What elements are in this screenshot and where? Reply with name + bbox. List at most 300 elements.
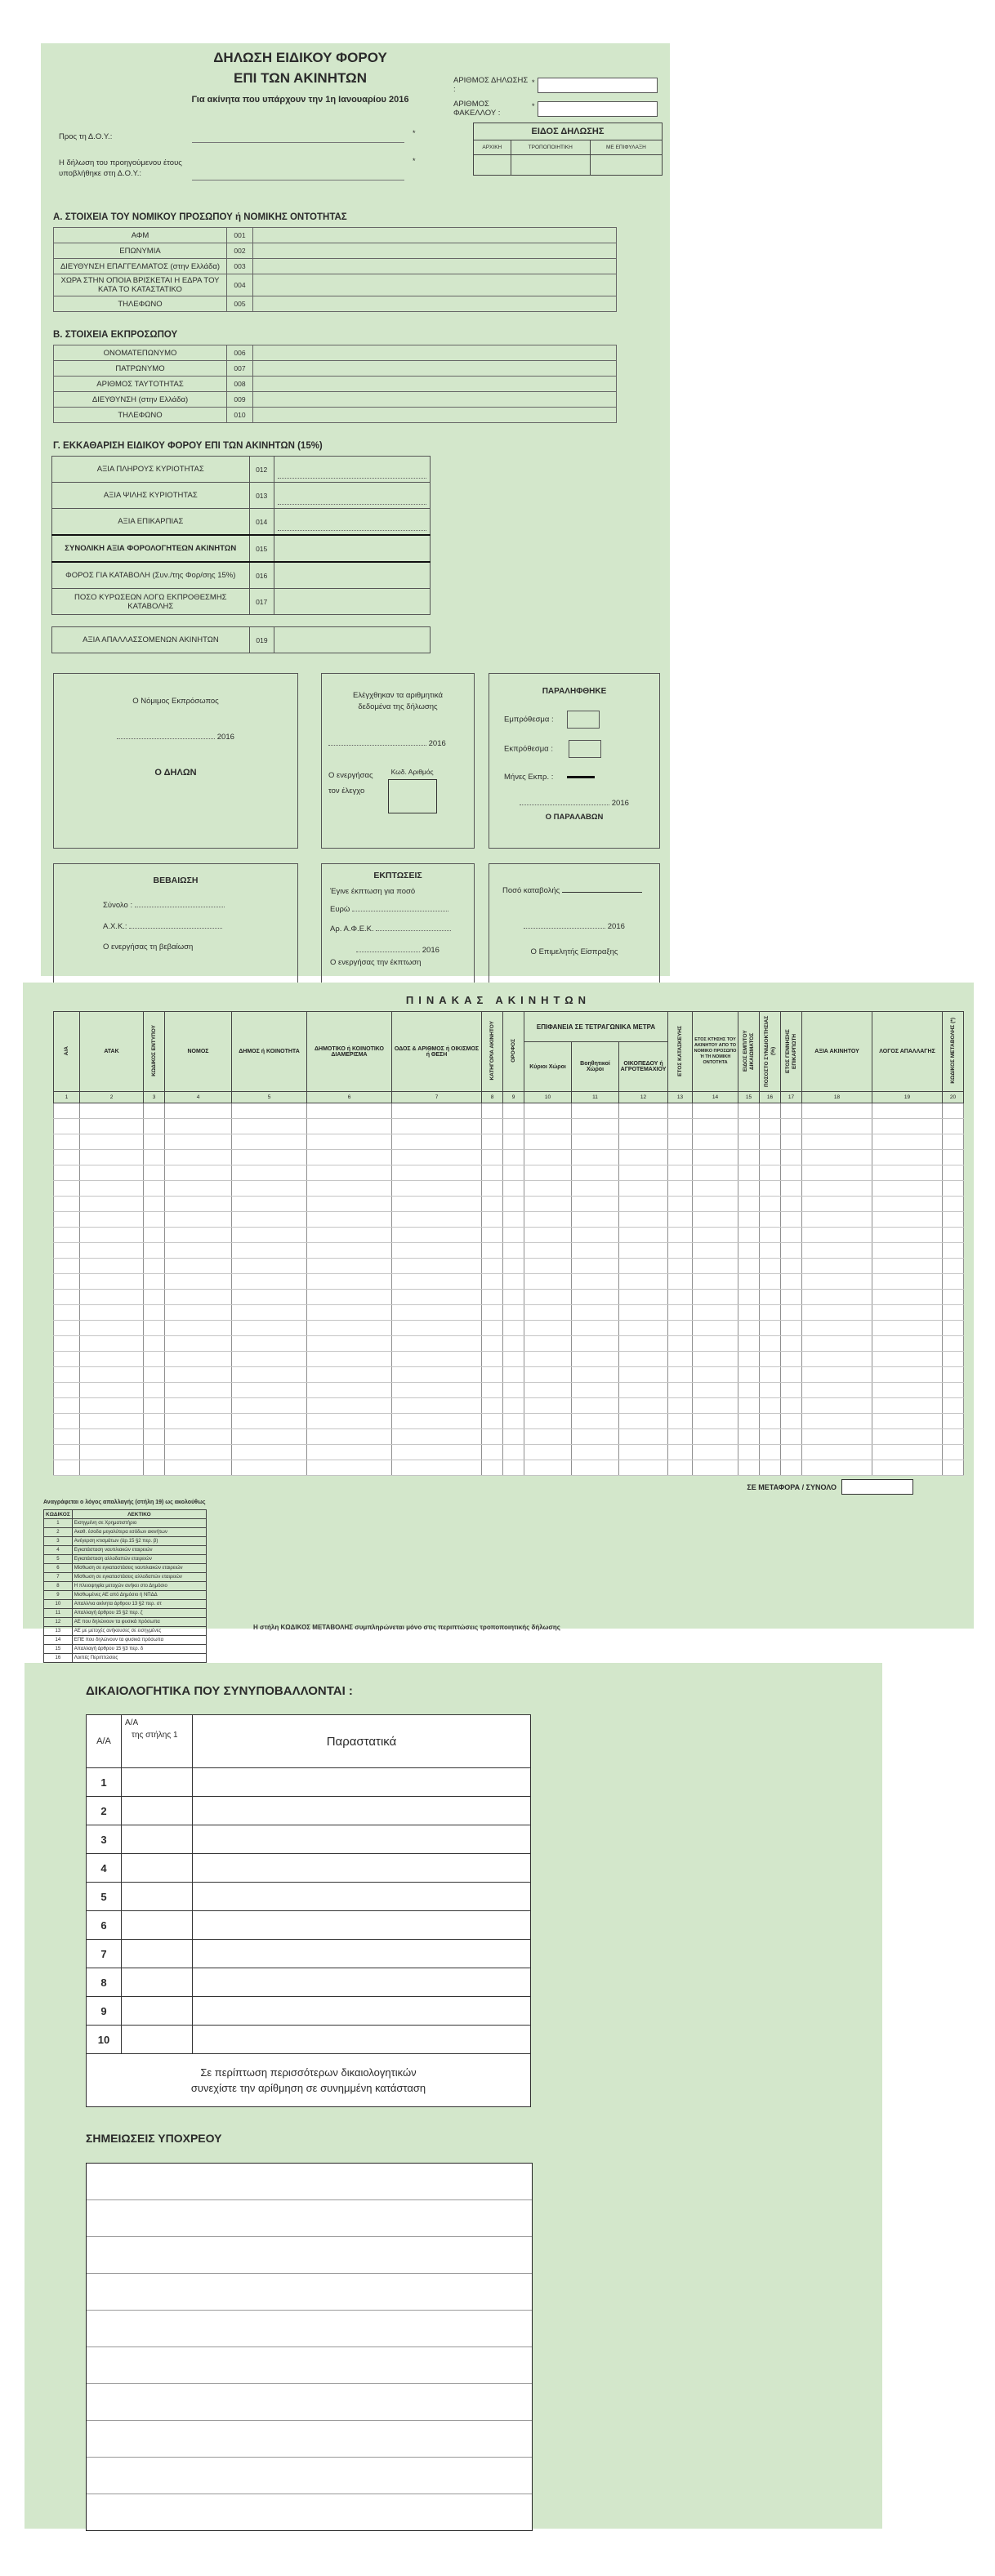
property-cell: [80, 1259, 144, 1274]
property-cell: [781, 1150, 802, 1165]
property-cell: [760, 1212, 781, 1228]
tax-calc-code: 012: [249, 457, 274, 483]
exemption-text: Μισθωμένες ΑΕ από Δημόσιο ή ΝΠΔΔ: [72, 1591, 206, 1600]
document-row: [87, 1968, 531, 1997]
field-label: ΑΡΙΘΜΟΣ ΤΑΥΤΟΤΗΤΑΣ: [54, 377, 227, 392]
property-cell: [760, 1383, 781, 1398]
tax-calc-value-cell: [274, 509, 430, 536]
property-cell: [738, 1165, 760, 1181]
property-cell: [619, 1429, 668, 1445]
exemption-code: 15: [44, 1645, 73, 1654]
property-cell: [781, 1321, 802, 1336]
column-number-cell: 4: [165, 1092, 232, 1103]
year-label: 2016: [422, 946, 439, 955]
field-value-cell: [253, 274, 617, 296]
property-cell: [943, 1383, 964, 1398]
property-cell: [503, 1429, 524, 1445]
property-cell: [232, 1290, 307, 1305]
property-cell: [738, 1305, 760, 1321]
property-cell: [738, 1243, 760, 1259]
property-cell: [80, 1305, 144, 1321]
field-value-cell: [253, 345, 617, 361]
property-cell: [54, 1460, 80, 1476]
property-cell: [482, 1290, 503, 1305]
document-column1-ref-cell: [122, 2026, 193, 2054]
property-cell: [482, 1429, 503, 1445]
property-cell: [943, 1414, 964, 1429]
property-cell: [738, 1445, 760, 1460]
col-property-category: ΚΑΤΗΓΟΡΙΑ ΑΚΙΝΗΤΟΥ: [482, 1012, 503, 1092]
property-cell: [524, 1398, 572, 1414]
property-cell: [524, 1290, 572, 1305]
exemption-code: 7: [44, 1573, 73, 1582]
property-cell: [80, 1243, 144, 1259]
exemption-code: 16: [44, 1654, 73, 1663]
discount-box: [321, 863, 475, 987]
change-code-note: Η στήλη ΚΩΔΙΚΟΣ ΜΕΤΑΒΟΛΗΣ συμπληρώνεται μόνο στις περιπτώσεις τροποποιητικής δήλωσης: [253, 1624, 560, 1631]
property-row: [54, 1460, 964, 1476]
property-cell: [802, 1150, 872, 1165]
property-cell: [738, 1103, 760, 1119]
property-cell: [307, 1243, 392, 1259]
property-cell: [872, 1165, 943, 1181]
property-cell: [392, 1383, 482, 1398]
property-cell: [144, 1150, 165, 1165]
property-cell: [54, 1150, 80, 1165]
property-cell: [943, 1228, 964, 1243]
exempt-value-row: [52, 627, 431, 653]
property-cell: [54, 1243, 80, 1259]
exemption-code: 8: [44, 1582, 73, 1591]
afek-row: [330, 922, 474, 934]
property-cell: [668, 1119, 693, 1134]
property-cell: [668, 1321, 693, 1336]
property-cell: [572, 1321, 619, 1336]
property-cell: [232, 1119, 307, 1134]
column-number-cell: 7: [392, 1092, 482, 1103]
property-cell: [693, 1445, 738, 1460]
property-cell: [738, 1228, 760, 1243]
property-cell: [668, 1259, 693, 1274]
property-cell: [392, 1398, 482, 1414]
discount-date-line: [322, 943, 474, 955]
file-number-label: ΑΡΙΘΜΟΣ ΦΑΚΕΛΛΟΥ :: [453, 100, 501, 118]
property-cell: [392, 1429, 482, 1445]
document-row: [87, 1854, 531, 1883]
property-cell: [232, 1305, 307, 1321]
document-voucher-cell: [193, 2026, 531, 2054]
property-cell: [872, 1336, 943, 1352]
exemption-code: 3: [44, 1537, 73, 1546]
property-cell: [760, 1367, 781, 1383]
type-option-amending: ΤΡΟΠΟΠΟΙΗΤΙΚΗ: [511, 140, 590, 155]
declaration-number-label: ΑΡΙΘΜΟΣ ΔΗΛΩΣΗΣ :: [453, 76, 529, 94]
property-cell: [54, 1305, 80, 1321]
exemption-code: 5: [44, 1555, 73, 1564]
property-cell: [165, 1228, 232, 1243]
checker-label-line2: τον έλεγχο: [328, 786, 365, 796]
column-number-cell: 10: [524, 1092, 572, 1103]
property-cell: [572, 1228, 619, 1243]
field-value-cell: [253, 392, 617, 408]
column-number-cell: 12: [619, 1092, 668, 1103]
property-cell: [943, 1336, 964, 1352]
field-label: ΤΗΛΕΦΩΝΟ: [54, 296, 227, 312]
declaration-number-row: [453, 76, 662, 94]
property-cell: [503, 1290, 524, 1305]
documents-col-vouchers: Παραστατικά: [193, 1715, 531, 1768]
property-cell: [80, 1414, 144, 1429]
document-row: [87, 1997, 531, 2026]
property-cell: [54, 1336, 80, 1352]
notes-ruled-line: [87, 2384, 532, 2421]
property-cell: [572, 1398, 619, 1414]
property-cell: [165, 1414, 232, 1429]
property-cell: [392, 1414, 482, 1429]
property-cell: [668, 1181, 693, 1197]
property-cell: [738, 1150, 760, 1165]
property-cell: [693, 1134, 738, 1150]
payment-date-line: [489, 920, 659, 931]
exemption-code: 13: [44, 1627, 73, 1636]
property-cell: [165, 1181, 232, 1197]
type-option-initial: ΑΡΧΙΚΗ: [474, 140, 511, 155]
exemption-code-row: [44, 1564, 207, 1573]
tax-calc-label: ΑΞΙΑ ΨΙΛΗΣ ΚΥΡΙΟΤΗΤΑΣ: [52, 483, 250, 509]
property-row: [54, 1150, 964, 1165]
exemption-codes-table: [43, 1509, 207, 1663]
column-number-cell: 9: [503, 1092, 524, 1103]
property-cell: [802, 1352, 872, 1367]
property-cell: [392, 1336, 482, 1352]
property-cell: [668, 1212, 693, 1228]
property-cell: [802, 1460, 872, 1476]
property-cell: [144, 1367, 165, 1383]
type-checkbox-cell: [590, 155, 662, 176]
declarer-signature-box: [53, 673, 298, 849]
properties-header-row: [54, 1012, 964, 1042]
property-cell: [307, 1352, 392, 1367]
exemption-codes-caption: Αναγράφεται ο λόγος απαλλαγής (στήλη 19) ως ακολούθως: [43, 1500, 206, 1505]
certified-by-label: Ο ενεργήσας τη βεβαίωση: [103, 943, 194, 952]
property-cell: [738, 1290, 760, 1305]
col-coownership-pct: ΠΟΣΟΣΤΟ ΣΥΝΙΔΙΟΚΤΗΣΙΑΣ (%): [760, 1012, 781, 1092]
property-cell: [738, 1429, 760, 1445]
property-cell: [232, 1352, 307, 1367]
property-cell: [503, 1414, 524, 1429]
property-cell: [802, 1445, 872, 1460]
property-cell: [781, 1383, 802, 1398]
property-row: [54, 1197, 964, 1212]
property-cell: [165, 1383, 232, 1398]
months-late-row: [504, 773, 659, 782]
property-cell: [619, 1352, 668, 1367]
property-cell: [144, 1165, 165, 1181]
property-cell: [668, 1197, 693, 1212]
property-cell: [80, 1321, 144, 1336]
payment-amount-row: [502, 884, 659, 895]
property-cell: [232, 1228, 307, 1243]
field-value-cell: [253, 408, 617, 423]
asterisk-marker: *: [413, 157, 416, 165]
exempt-value-table: [51, 626, 431, 653]
property-cell: [80, 1119, 144, 1134]
property-cell: [572, 1259, 619, 1274]
property-cell: [165, 1243, 232, 1259]
property-cell: [943, 1352, 964, 1367]
verification-box: [321, 673, 475, 849]
property-cell: [165, 1352, 232, 1367]
tax-calc-row: [52, 457, 431, 483]
property-cell: [693, 1181, 738, 1197]
property-cell: [738, 1181, 760, 1197]
property-cell: [760, 1321, 781, 1336]
property-cell: [307, 1336, 392, 1352]
property-cell: [760, 1445, 781, 1460]
property-cell: [781, 1119, 802, 1134]
property-cell: [482, 1134, 503, 1150]
column-number-row: [54, 1092, 964, 1103]
property-cell: [80, 1274, 144, 1290]
notes-ruled-line: [87, 2164, 532, 2200]
document-row: [87, 2026, 531, 2054]
property-cell: [165, 1150, 232, 1165]
property-cell: [144, 1259, 165, 1274]
property-cell: [802, 1414, 872, 1429]
property-cell: [781, 1367, 802, 1383]
property-cell: [760, 1181, 781, 1197]
documents-more-note-row: [87, 2054, 531, 2107]
property-cell: [668, 1336, 693, 1352]
field-label: ΧΩΡΑ ΣΤΗΝ ΟΠΟΙΑ ΒΡΙΣΚΕΤΑΙ Η ΕΔΡΑ ΤΟΥ ΚΑΤΑ ΤΟ ΚΑΤΑΣΤΑΤΙΚΟ: [54, 274, 227, 296]
form-title-block: [118, 48, 482, 105]
property-cell: [232, 1414, 307, 1429]
property-cell: [503, 1197, 524, 1212]
value-fill-line: [278, 477, 426, 479]
section-b-table: [53, 345, 617, 423]
field-value-cell: [253, 243, 617, 259]
column-number-cell: 17: [781, 1092, 802, 1103]
property-cell: [392, 1134, 482, 1150]
discount-title: ΕΚΠΤΩΣΕΙΣ: [373, 871, 422, 880]
notes-ruled-line: [87, 2494, 532, 2530]
property-cell: [392, 1119, 482, 1134]
property-cell: [144, 1383, 165, 1398]
property-cell: [668, 1134, 693, 1150]
property-cell: [165, 1134, 232, 1150]
exemption-text: Λοιπές Περιπτώσεις: [72, 1654, 206, 1663]
document-voucher-cell: [193, 1883, 531, 1911]
exemption-code: 4: [44, 1546, 73, 1555]
document-column1-ref-cell: [122, 1825, 193, 1854]
property-cell: [781, 1429, 802, 1445]
late-row: [504, 740, 659, 758]
field-row: [54, 408, 617, 423]
property-cell: [165, 1274, 232, 1290]
property-cell: [738, 1119, 760, 1134]
property-cell: [738, 1398, 760, 1414]
property-row: [54, 1165, 964, 1181]
property-cell: [572, 1119, 619, 1134]
property-cell: [80, 1429, 144, 1445]
code-number-field: [388, 779, 437, 813]
property-cell: [232, 1429, 307, 1445]
property-cell: [619, 1290, 668, 1305]
property-cell: [232, 1212, 307, 1228]
exemption-text: Εγκατάσταση ναυτιλιακών εταιρειών: [72, 1546, 206, 1555]
property-cell: [392, 1197, 482, 1212]
property-cell: [872, 1259, 943, 1274]
exemption-code-row: [44, 1528, 207, 1537]
property-cell: [693, 1259, 738, 1274]
document-row-number: 1: [87, 1768, 122, 1797]
property-cell: [307, 1197, 392, 1212]
carry-total-row: [23, 1479, 913, 1495]
field-row: [54, 243, 617, 259]
property-cell: [760, 1119, 781, 1134]
property-cell: [619, 1165, 668, 1181]
property-cell: [619, 1150, 668, 1165]
property-cell: [503, 1383, 524, 1398]
property-cell: [524, 1134, 572, 1150]
col-municipality: ΔΗΜΟΣ ή ΚΟΙΝΟΤΗΤΑ: [232, 1012, 307, 1092]
property-cell: [802, 1336, 872, 1352]
property-cell: [872, 1398, 943, 1414]
collector-label: Ο Επιμελητής Είσπραξης: [530, 947, 618, 956]
property-cell: [232, 1243, 307, 1259]
property-cell: [802, 1212, 872, 1228]
property-cell: [760, 1429, 781, 1445]
column-number-cell: 15: [738, 1092, 760, 1103]
year-label: 2016: [611, 799, 629, 808]
previous-doy-fill-line: [192, 170, 404, 180]
document-row-number: 8: [87, 1968, 122, 1997]
page2-footer-area: [23, 1495, 974, 1658]
doy-section: [41, 123, 670, 194]
property-cell: [872, 1383, 943, 1398]
asterisk-marker: *: [413, 129, 416, 137]
property-cell: [872, 1228, 943, 1243]
property-cell: [165, 1367, 232, 1383]
document-column1-ref-cell: [122, 1854, 193, 1883]
field-code: 003: [227, 259, 253, 274]
property-cell: [693, 1336, 738, 1352]
notes-ruled-line: [87, 2274, 532, 2311]
received-box: [489, 673, 660, 849]
form-title-line2: ΕΠΙ ΤΩΝ ΑΚΙΝΗΤΩΝ: [234, 69, 367, 86]
property-cell: [54, 1228, 80, 1243]
property-cell: [524, 1119, 572, 1134]
document-row: [87, 1883, 531, 1911]
property-cell: [619, 1243, 668, 1259]
document-voucher-cell: [193, 1940, 531, 1968]
field-value-cell: [253, 296, 617, 312]
column-number-cell: 19: [872, 1092, 943, 1103]
property-cell: [503, 1150, 524, 1165]
property-cell: [54, 1414, 80, 1429]
column-number-cell: 20: [943, 1092, 964, 1103]
property-cell: [307, 1274, 392, 1290]
date-fill-line: [117, 730, 215, 739]
documents-title: ΔΙΚΑΙΟΛΟΓΗΤΙΚΑ ΠΟΥ ΣΥΝΥΠΟΒΑΛΛΟΝΤΑΙ :: [86, 1684, 353, 1698]
property-cell: [802, 1181, 872, 1197]
property-cell: [307, 1134, 392, 1150]
verified-text: [322, 690, 474, 714]
property-cell: [392, 1259, 482, 1274]
property-cell: [802, 1429, 872, 1445]
property-cell: [54, 1383, 80, 1398]
property-cell: [524, 1274, 572, 1290]
year-label: 2016: [607, 922, 625, 931]
property-cell: [482, 1460, 503, 1476]
verification-date-line: [328, 737, 467, 748]
property-cell: [781, 1445, 802, 1460]
property-cell: [872, 1321, 943, 1336]
property-cell: [943, 1212, 964, 1228]
property-cell: [872, 1429, 943, 1445]
property-cell: [144, 1243, 165, 1259]
tax-calc-code: 014: [249, 509, 274, 536]
col-right-type: ΕΙΔΟΣ ΕΜΠ/ΤΟΥ ΔΙΚΑΙΩΜΑΤΟΣ: [738, 1012, 760, 1092]
property-cell: [54, 1259, 80, 1274]
property-cell: [524, 1243, 572, 1259]
section-b-title: Β. ΣΤΟΙΧΕΙΑ ΕΚΠΡΟΣΩΠΟΥ: [53, 330, 178, 340]
property-cell: [668, 1414, 693, 1429]
field-code: 009: [227, 392, 253, 408]
property-cell: [738, 1367, 760, 1383]
property-cell: [943, 1290, 964, 1305]
exemption-text: Απαλλ/να ακίνητα άρθρου 13 §2 περ. στ: [72, 1600, 206, 1609]
property-cell: [307, 1150, 392, 1165]
property-cell: [144, 1134, 165, 1150]
property-cell: [165, 1305, 232, 1321]
to-doy-label: Προς τη Δ.Ο.Υ.:: [59, 132, 113, 141]
col-change-code: ΚΩΔΙΚΟΣ ΜΕΤΑΒΟΛΗΣ (*): [943, 1012, 964, 1092]
notes-ruled-line: [87, 2237, 532, 2274]
property-cell: [943, 1165, 964, 1181]
document-voucher-cell: [193, 1997, 531, 2026]
exemption-code: 14: [44, 1636, 73, 1645]
field-label: ΠΑΤΡΩΝΥΜΟ: [54, 361, 227, 377]
property-cell: [693, 1119, 738, 1134]
property-cell: [738, 1383, 760, 1398]
property-cell: [165, 1119, 232, 1134]
property-cell: [693, 1429, 738, 1445]
property-cell: [232, 1103, 307, 1119]
property-cell: [668, 1228, 693, 1243]
property-cell: [144, 1274, 165, 1290]
exemption-text: ΕΠΕ που δηλώνουν τα φυσικά πρόσωπα: [72, 1636, 206, 1645]
property-cell: [619, 1414, 668, 1429]
payment-amount-fill: [562, 884, 642, 893]
tax-calc-row: [52, 535, 431, 562]
document-voucher-cell: [193, 1825, 531, 1854]
property-cell: [524, 1352, 572, 1367]
exemption-text: Εγκατάσταση αλλοδαπών εταιρειών: [72, 1555, 206, 1564]
axk-fill-line: [129, 920, 222, 929]
field-code: 004: [227, 274, 253, 296]
property-cell: [619, 1336, 668, 1352]
col-exemption-reason: ΛΟΓΟΣ ΑΠΑΛΛΑΓΗΣ: [872, 1012, 943, 1092]
form-title-line1: ΔΗΛΩΣΗ ΕΙΔΙΚΟΥ ΦΟΡΟΥ: [213, 50, 387, 65]
property-cell: [693, 1414, 738, 1429]
property-cell: [392, 1228, 482, 1243]
property-cell: [781, 1398, 802, 1414]
property-cell: [802, 1259, 872, 1274]
type-option-reservation: ΜΕ ΕΠΙΦΥΛΑΞΗ: [590, 140, 662, 155]
property-cell: [307, 1414, 392, 1429]
property-cell: [943, 1429, 964, 1445]
